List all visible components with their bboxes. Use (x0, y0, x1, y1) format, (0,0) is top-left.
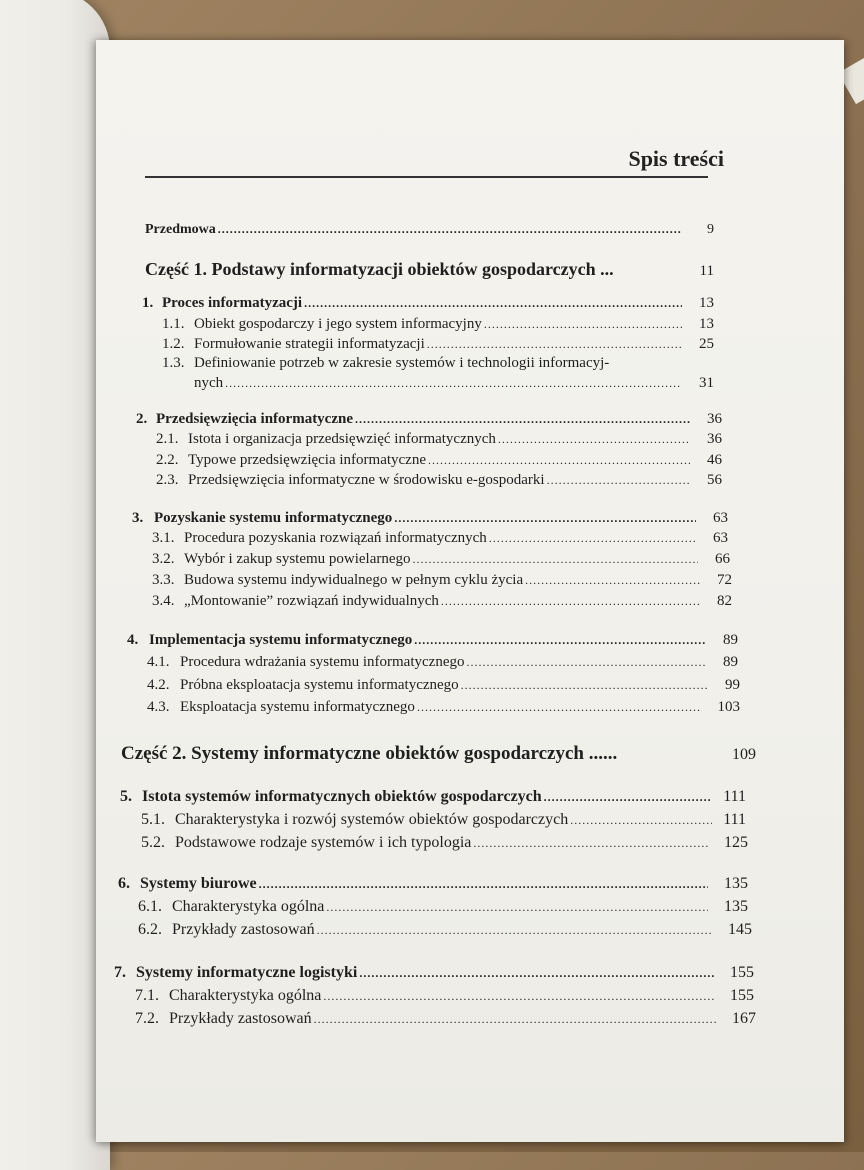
leader-dots (225, 377, 682, 389)
toc-page: 72 (717, 572, 732, 588)
toc-page: 36 (707, 411, 722, 427)
leader-dots (498, 433, 690, 445)
toc-label (127, 633, 412, 648)
toc-number: 3.1. (152, 530, 175, 546)
leader-dots (570, 814, 712, 826)
toc-page: 167 (732, 1010, 756, 1027)
toc-page: 103 (717, 699, 740, 715)
toc-number: 1.1. (162, 316, 185, 332)
toc-number: 6. (118, 875, 130, 892)
toc-section-3-2 (152, 552, 730, 567)
toc-page: 56 (707, 472, 722, 488)
toc-page: 109 (732, 746, 756, 763)
leader-dots (414, 634, 706, 646)
toc-section-2-3 (156, 473, 722, 488)
toc-section-7-1 (135, 988, 754, 1004)
leader-dots (218, 223, 682, 235)
toc-section-4-3 (147, 700, 740, 715)
toc-page: 13 (699, 295, 714, 311)
toc-label (135, 1011, 312, 1027)
toc-label (162, 337, 425, 352)
toc-title: Przykłady zastosowań (172, 921, 315, 938)
toc-number: 4.3. (147, 699, 170, 715)
toc-number: 6.2. (138, 921, 162, 938)
toc-number: 1.3. (162, 355, 185, 371)
leader-dots (461, 679, 708, 691)
toc-title: Typowe przedsięwzięcia informatyczne (188, 452, 427, 468)
toc-entry-preface (145, 223, 714, 237)
toc-section-1-2 (162, 337, 714, 352)
toc-number: 1. (142, 295, 154, 311)
toc-page: 11 (699, 263, 714, 279)
toc-page: 25 (699, 336, 714, 352)
toc-number: 5.2. (141, 834, 165, 851)
toc-number: 1.2. (162, 336, 185, 352)
toc-label (141, 812, 568, 828)
toc-label (152, 552, 411, 567)
toc-number: 7.2. (135, 1010, 159, 1027)
toc-page: 135 (724, 875, 748, 892)
toc-label (152, 594, 439, 609)
toc-page: 111 (723, 788, 746, 805)
toc-page: 89 (723, 654, 738, 670)
toc-section-2-2 (156, 453, 722, 468)
toc-title: Procedura pozyskania rozwiązań informatycznych (184, 530, 487, 546)
leader-dots (547, 474, 690, 486)
toc-title: Podstawy informatyzacji obiektów gospodarczych (211, 259, 596, 279)
left-page-edge (0, 0, 110, 1170)
toc-section-4-1 (147, 655, 738, 670)
toc-number: 2.1. (156, 431, 179, 447)
toc-chapter-2 (136, 412, 722, 427)
toc-label (114, 965, 357, 981)
toc-label (156, 473, 545, 488)
page-title: Spis treści (628, 146, 724, 171)
toc-title: Przedsięwzięcia informatyczne (156, 411, 353, 427)
toc-title: Podstawowe rodzaje systemów i ich typologia (175, 834, 472, 851)
toc-page: 36 (707, 431, 722, 447)
toc-label: Część 2. Systemy informatyczne obiektów gospodarczych ...... (121, 743, 618, 764)
toc-page: 135 (724, 898, 748, 915)
toc-title: Definiowanie potrzeb w zakresie systemów i technologii informacyj- (194, 355, 610, 371)
leader-dots (428, 454, 690, 466)
toc-title: Obiekt gospodarczy i jego system informacyjny (194, 316, 482, 332)
toc-part-2 (121, 744, 756, 763)
toc-page: 31 (699, 375, 714, 391)
toc-chapter-1 (142, 296, 714, 311)
toc-page: 9 (707, 222, 714, 237)
toc-title: Proces informatyzacji (162, 295, 303, 311)
toc-title: „Montowanie” rozwiązań indywidualnych (184, 593, 439, 609)
toc-label (156, 453, 426, 468)
toc-section-4-2 (147, 678, 740, 693)
toc-title: Próbna eksploatacja systemu informatycznego (180, 677, 459, 693)
toc-number: 5. (120, 788, 132, 805)
leader-dots (314, 1013, 716, 1025)
toc-label (162, 356, 609, 371)
toc-chapter-7 (114, 965, 754, 981)
title-divider (145, 176, 708, 178)
toc-number: 6.1. (138, 898, 162, 915)
toc-title: Charakterystyka i rozwój systemów obiektów gospodarczych (175, 811, 569, 828)
toc-page: 89 (723, 632, 738, 648)
toc-section-1-3-cont (194, 376, 714, 391)
leader-dots (394, 512, 696, 524)
toc-section-2-1 (156, 432, 722, 447)
toc-page: 155 (730, 964, 754, 981)
leader-dots (417, 701, 702, 713)
toc-label (118, 876, 257, 892)
toc-title: Systemy informatyczne obiektów gospodarczych (191, 743, 584, 764)
toc-number: 7. (114, 964, 126, 981)
toc-label (138, 899, 324, 915)
toc-page: 13 (699, 316, 714, 332)
toc-section-7-2 (135, 1011, 756, 1027)
toc-label (162, 317, 482, 332)
leader-dots (323, 990, 714, 1002)
toc-page: 99 (725, 677, 740, 693)
toc-label: Część 1. Podstawy informatyzacji obiektów gospodarczych ... (145, 259, 614, 279)
toc-part-1 (145, 260, 714, 279)
toc-label (147, 678, 459, 693)
toc-page: 82 (717, 593, 732, 609)
toc-label (132, 511, 392, 526)
toc-section-5-1 (141, 812, 746, 828)
toc-label (156, 432, 496, 447)
toc-number: 2. (136, 411, 148, 427)
toc-title: Przykłady zastosowań (169, 1010, 312, 1027)
toc-section-3-3 (152, 573, 732, 588)
toc-number: 3.2. (152, 551, 175, 567)
toc-page: 46 (707, 452, 722, 468)
toc-title: Systemy biurowe (140, 875, 257, 892)
leader-dots (259, 878, 708, 890)
toc-title: Charakterystyka ogólna (172, 898, 325, 915)
toc-page: 111 (723, 811, 746, 828)
toc-label (138, 922, 315, 938)
toc-number: 3.3. (152, 572, 175, 588)
leader-dots (317, 924, 712, 936)
toc-label: Przedmowa (145, 222, 216, 237)
leader-dots (466, 656, 706, 668)
toc-number: 2.3. (156, 472, 179, 488)
toc-page: 145 (728, 921, 752, 938)
toc-number: Część 1. (145, 259, 207, 279)
toc-section-1-3 (162, 356, 714, 371)
toc-title: Wybór i zakup systemu powielarnego (184, 551, 411, 567)
toc-label (142, 296, 302, 311)
toc-page: 66 (715, 551, 730, 567)
toc-number: 3.4. (152, 593, 175, 609)
leader-dots (489, 532, 696, 544)
leader-dots (441, 595, 700, 607)
toc-label (135, 988, 321, 1004)
leader-dots (326, 901, 708, 913)
leader-dots (355, 413, 690, 425)
toc-section-1-1 (162, 317, 714, 332)
toc-number: 4.1. (147, 654, 170, 670)
toc-page: 155 (730, 987, 754, 1004)
toc-title: Pozyskanie systemu informatycznego (154, 510, 393, 526)
toc-title: Procedura wdrażania systemu informatycznego (180, 654, 465, 670)
toc-title: Eksploatacja systemu informatycznego (180, 699, 415, 715)
toc-title: Budowa systemu indywidualnego w pełnym cyklu życia (184, 572, 524, 588)
toc-chapter-4 (127, 633, 738, 648)
toc-title: Charakterystyka ogólna (169, 987, 322, 1004)
toc-title: Systemy informatyczne logistyki (136, 964, 358, 981)
toc-number: 4. (127, 632, 139, 648)
toc-section-6-2 (138, 922, 752, 938)
toc-label (152, 573, 523, 588)
toc-title: Istota systemów informatycznych obiektów gospodarczych (142, 788, 542, 805)
toc-number: 4.2. (147, 677, 170, 693)
toc-label (152, 531, 487, 546)
toc-number: 7.1. (135, 987, 159, 1004)
leader-dots (544, 791, 712, 803)
toc-title: Formułowanie strategii informatyzacji (194, 336, 425, 352)
toc-chapter-3 (132, 511, 728, 526)
leader-dots (484, 318, 682, 330)
toc-title: Przedsięwzięcia informatyczne w środowisku e-gospodarki (188, 472, 545, 488)
toc-number: 2.2. (156, 452, 179, 468)
toc-label-continued: nych (194, 375, 224, 391)
toc-section-3-1 (152, 531, 728, 546)
toc-label (141, 835, 471, 851)
toc-number: 5.1. (141, 811, 165, 828)
toc-number: 3. (132, 510, 144, 526)
toc-number: Część 2. (121, 743, 187, 764)
toc-title: Istota i organizacja przedsięwzięć informatycznych (188, 431, 496, 447)
leader-dots (525, 574, 700, 586)
toc-label (147, 700, 415, 715)
toc-title: Implementacja systemu informatycznego (149, 632, 413, 648)
toc-page: 63 (713, 510, 728, 526)
leader-dots (427, 338, 682, 350)
leader-dots (473, 837, 708, 849)
leader-dots (304, 297, 682, 309)
toc-chapter-6 (118, 876, 748, 892)
toc-label (120, 789, 542, 805)
toc-page: 63 (713, 530, 728, 546)
toc-page: 125 (724, 834, 748, 851)
leader-dots (359, 967, 714, 979)
toc-section-3-4 (152, 594, 732, 609)
toc-label (136, 412, 353, 427)
toc-section-5-2 (141, 835, 748, 851)
leader-dots (413, 553, 698, 565)
toc-chapter-5 (120, 789, 746, 805)
toc-label (147, 655, 464, 670)
toc-section-6-1 (138, 899, 748, 915)
